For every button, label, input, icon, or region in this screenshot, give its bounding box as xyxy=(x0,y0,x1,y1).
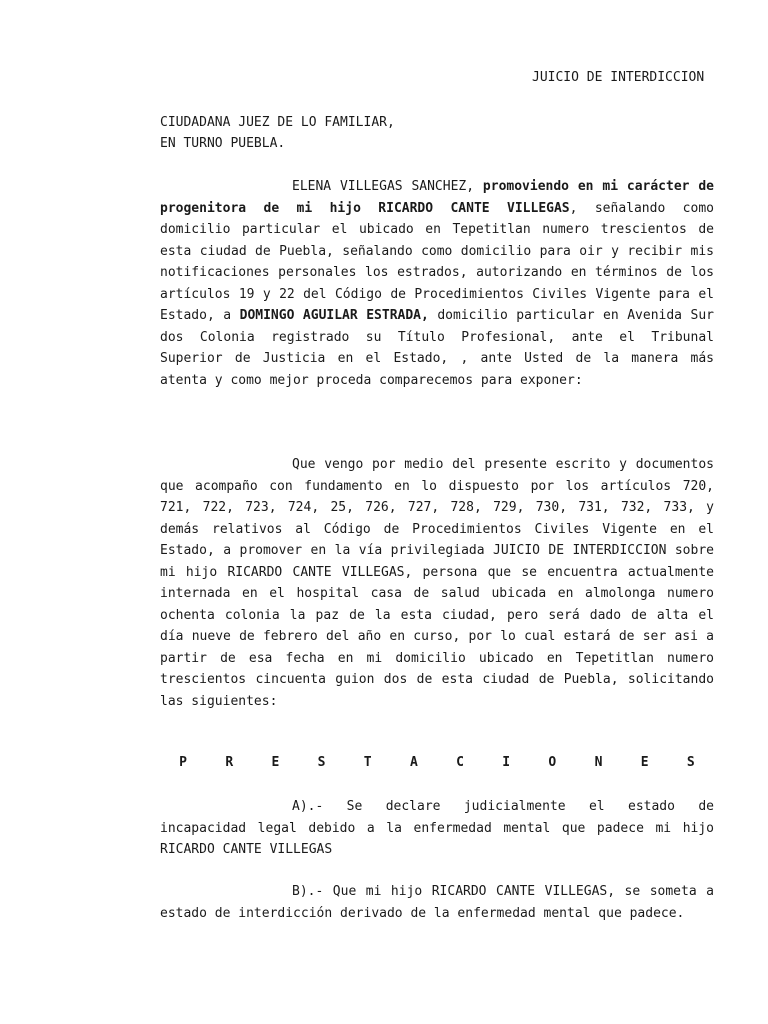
son-name: RICARDO CANTE VILLEGAS xyxy=(378,200,570,216)
prestaciones-letter: S xyxy=(317,755,326,770)
document-title: JUICIO DE INTERDICCION xyxy=(532,70,705,85)
prestaciones-letter: A xyxy=(409,755,418,770)
lawyer-name: DOMINGO AGUILAR ESTRADA, xyxy=(239,308,429,323)
item-b-text: B).- Que mi hijo RICARDO CANTE VILLEGAS, se someta a estado de interdicción derivado de la enfermedad mental que padece. xyxy=(160,884,714,921)
promovente-name: ELENA VILLEGAS SANCHEZ, xyxy=(292,179,475,194)
intro-text-1: , señalando como domicilio particular el ubicado en Tepetitlan numero trescientos de esta ciudad de Puebla, señalando como domicilio para oir y recibir mis notificaciones personales los estrados, autorizando en términos de los artículos 19 y 22 del Código de Procedimientos Civiles Vigente para el Estado, a xyxy=(160,200,714,323)
prestaciones-letter: I xyxy=(502,755,511,770)
role-text: promoviendo en mi carácter de progenitora de mi hijo xyxy=(160,179,714,216)
prestaciones-letter: E xyxy=(640,755,649,770)
prestaciones-heading xyxy=(160,755,714,770)
addressee-line-1: CIUDADANA JUEZ DE LO FAMILIAR, xyxy=(160,115,395,130)
prestaciones-letter: E xyxy=(271,755,280,770)
item-b-paragraph xyxy=(160,881,714,924)
intro-paragraph xyxy=(160,176,714,391)
body-text: Que vengo por medio del presente escrito y documentos que acompaño con fundamento en lo dispuesto por los artículos 720, 721, 722, 723, 724, 25, 726, 727, 728, 729, 730, 731, 732, 733, y demás relativos al Código de Procedimientos Civiles Vigente en el Estado, a promover en la vía privilegiada JUICIO DE INTERDICCION sobre mi hijo RICARDO CANTE VILLEGAS, persona que se encuentra actualmente internada en el hospital casa de salud ubicada en almolonga numero ochenta colonia la paz de la esta ciudad, pero será dado de alta el día nueve de febrero del año en curso, por lo cual estará de ser asi a partir de esa fecha en mi domicilio ubicado en Tepetitlan numero trescientos cincuenta guion dos de esta ciudad de Puebla, solicitando las siguientes: xyxy=(160,457,714,709)
item-a-paragraph xyxy=(160,796,714,861)
prestaciones-letter: C xyxy=(456,755,464,770)
prestaciones-letter: R xyxy=(225,755,234,770)
prestaciones-letter: T xyxy=(363,755,372,770)
prestaciones-letter: N xyxy=(594,755,603,770)
prestaciones-letter: P xyxy=(179,755,187,770)
prestaciones-letter: S xyxy=(686,755,695,770)
item-a-text: A).- Se declare judicialmente el estado de incapacidad legal debido a la enfermedad mental que padece mi hijo RICARDO CANTE VILLEGAS xyxy=(160,799,714,857)
body-paragraph xyxy=(160,454,714,712)
intro-text-2: domicilio particular en Avenida Sur dos Colonia registrado su Título Profesional, ante el Tribunal Superior de Justicia en el Estado, , ante Usted de la manera más atenta y como mejor proceda comparecemos para exponer: xyxy=(160,308,714,388)
prestaciones-letter: O xyxy=(548,755,557,770)
addressee-line-2: EN TURNO PUEBLA. xyxy=(160,136,286,151)
